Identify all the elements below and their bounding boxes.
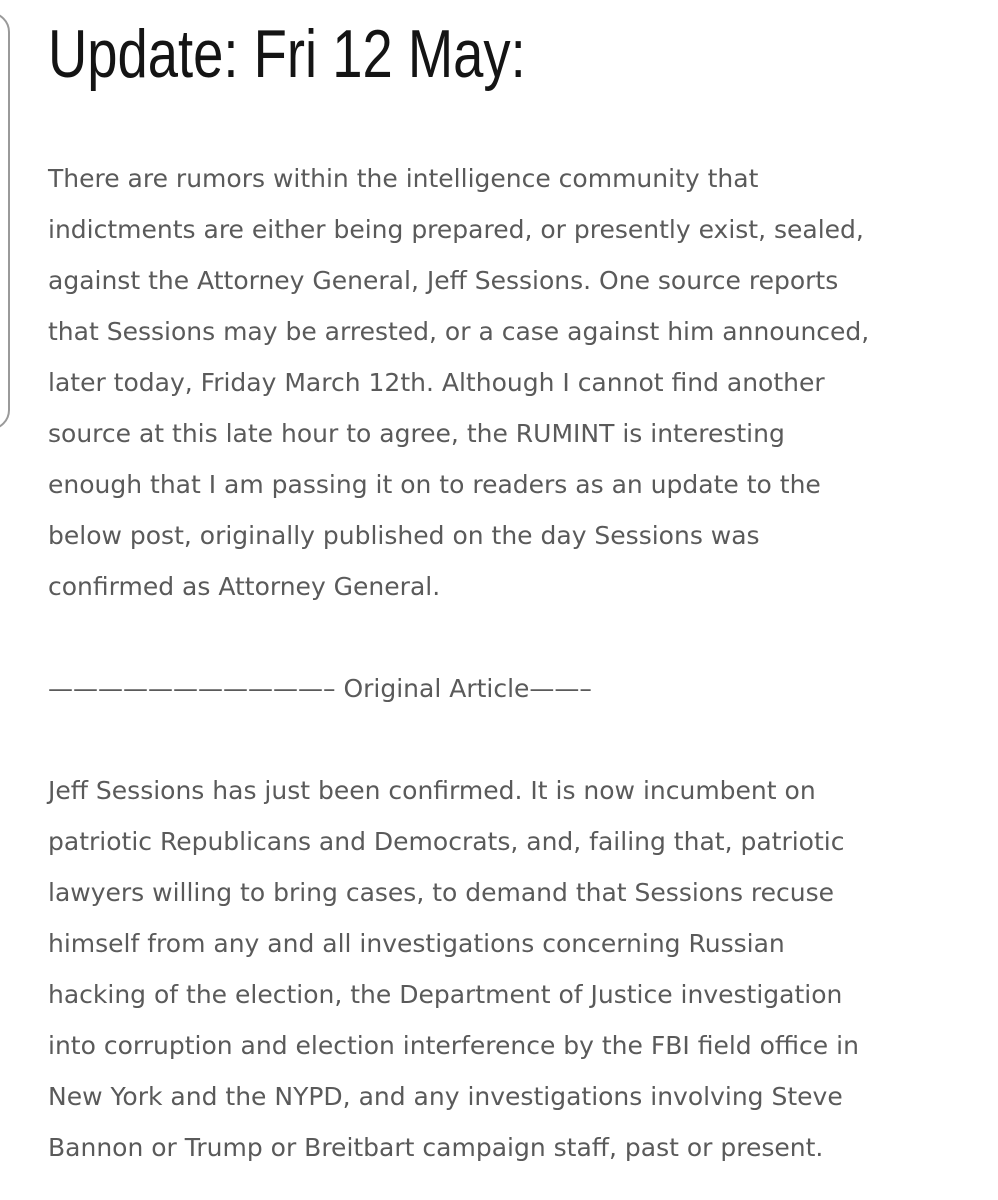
paragraph-line: source at this late hour to agree, the RUMINT is interesting <box>48 419 785 448</box>
side-panel-frame <box>0 12 10 430</box>
page-title: Update: Fri 12 May: <box>48 16 526 92</box>
article-body <box>48 0 948 1162</box>
article-paragraph <box>48 765 859 1173</box>
update-paragraph <box>48 153 869 612</box>
original-article-separator <box>48 663 592 714</box>
paragraph-line: enough that I am passing it on to readers as an update to the <box>48 470 821 499</box>
paragraph-line: that Sessions may be arrested, or a case against him announced, <box>48 317 870 346</box>
paragraph-line: There are rumors within the intelligence community that <box>48 164 759 193</box>
paragraph-line: New York and the NYPD, and any investigations involving Steve <box>48 1082 843 1111</box>
paragraph-line: confirmed as Attorney General. <box>48 572 441 601</box>
paragraph-line: Bannon or Trump or Breitbart campaign staff, past or present. <box>48 1133 824 1162</box>
paragraph-line: later today, Friday March 12th. Although I cannot find another <box>48 368 825 397</box>
paragraph-line: into corruption and election interference by the FBI field office in <box>48 1031 859 1060</box>
paragraph-line: hacking of the election, the Department of Justice investigation <box>48 980 843 1009</box>
paragraph-line: against the Attorney General, Jeff Sessions. One source reports <box>48 266 839 295</box>
paragraph-line: Jeff Sessions has just been confirmed. It is now incumbent on <box>48 776 816 805</box>
paragraph-line: below post, originally published on the day Sessions was <box>48 521 760 550</box>
paragraph-line: lawyers willing to bring cases, to demand that Sessions recuse <box>48 878 835 907</box>
paragraph-line: himself from any and all investigations concerning Russian <box>48 929 785 958</box>
paragraph-line: indictments are either being prepared, or presently exist, sealed, <box>48 215 864 244</box>
paragraph-line: patriotic Republicans and Democrats, and, failing that, patriotic <box>48 827 845 856</box>
separator-text: ———————————– Original Article——– <box>48 674 592 703</box>
